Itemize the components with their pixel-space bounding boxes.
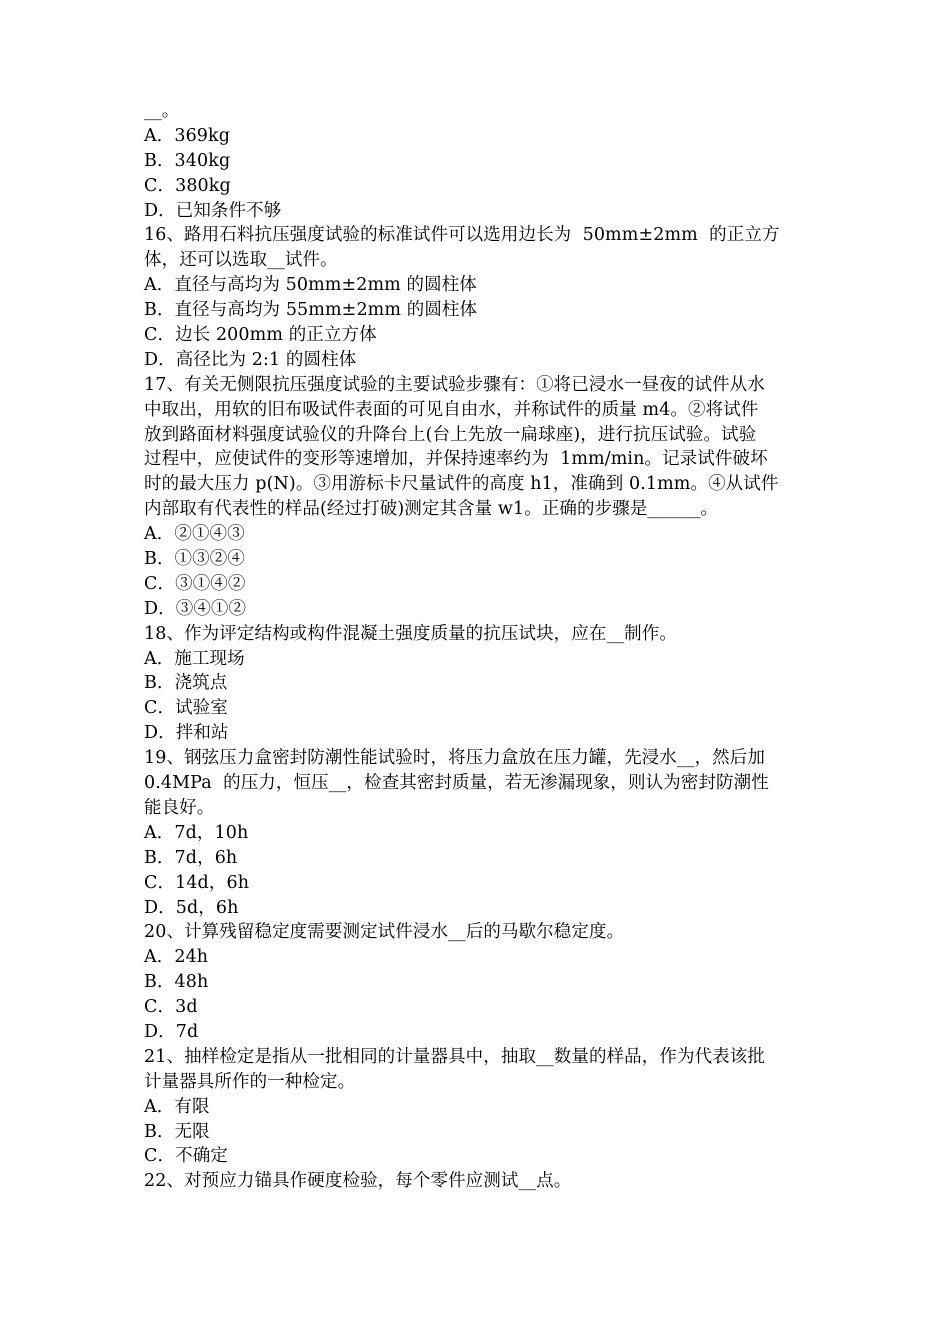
option-line: C．试验室 xyxy=(144,698,228,719)
question-line: 18、作为评定结构或构件混凝土强度质量的抗压试块，应在__制作。 xyxy=(144,623,677,644)
document-body xyxy=(144,99,808,1194)
option-line: A．直径与高均为 50mm±2mm 的圆柱体 xyxy=(144,275,477,296)
option-line: D．已知条件不够 xyxy=(144,200,282,221)
option-line: D．7d xyxy=(144,1021,199,1042)
option-line: C．3d xyxy=(144,997,198,1018)
question-line: 22、对预应力锚具作硬度检验，每个零件应测试__点。 xyxy=(144,1171,572,1192)
option-line: C．380kg xyxy=(144,175,231,196)
question-line: 时的最大压力 p(N)。③用游标卡尺量试件的高度 h1，准确到 0.1mm。④从试件 xyxy=(144,474,779,495)
option-line: B．直径与高均为 55mm±2mm 的圆柱体 xyxy=(144,300,478,321)
option-line: C．边长 200mm 的正立方体 xyxy=(144,325,377,346)
option-line: B．浇筑点 xyxy=(144,673,228,694)
question-line: 20、计算残留稳定度需要测定试件浸水__后的马歇尔稳定度。 xyxy=(144,922,625,943)
question-line: 16、路用石料抗压强度试验的标准试件可以选用边长为 50mm±2mm 的正立方 xyxy=(144,225,780,246)
option-line: C．③①④② xyxy=(144,573,246,594)
question-line: 中取出，用软的旧布吸试件表面的可见自由水，并称试件的质量 m4。②将试件 xyxy=(144,399,759,420)
option-line: B．7d，6h xyxy=(144,847,238,868)
option-line: B．无限 xyxy=(144,1121,210,1142)
option-line: A．24h xyxy=(144,947,209,968)
question-line: 内部取有代表性的样品(经过打破)测定其含量 w1。正确的步骤是______。 xyxy=(144,499,719,520)
question-line: 体，还可以选取__试件。 xyxy=(144,250,338,271)
question-line: 19、钢弦压力盒密封防潮性能试验时，将压力盒放在压力罐，先浸水__，然后加 xyxy=(144,748,765,769)
question-line: 放到路面材料强度试验仪的升降台上(台上先放一扁球座)，进行抗压试验。试验 xyxy=(144,424,757,445)
option-line: D．5d，6h xyxy=(144,897,239,918)
option-line: C．不确定 xyxy=(144,1146,228,1167)
option-line: A．施工现场 xyxy=(144,648,245,669)
question-line: 能良好。 xyxy=(144,797,215,818)
option-line: A．369kg xyxy=(144,125,231,146)
option-line: A．有限 xyxy=(144,1096,210,1117)
question-line: 21、抽样检定是指从一批相同的计量器具中，抽取__数量的样品，作为代表该批 xyxy=(144,1046,765,1067)
option-line: B．①③②④ xyxy=(144,549,245,570)
option-line: D．高径比为 2:1 的圆柱体 xyxy=(144,349,357,370)
option-line: B．48h xyxy=(144,972,209,993)
question-line: 0.4MPa 的压力，恒压__，检查其密封质量，若无渗漏现象，则认为密封防潮性 xyxy=(144,773,769,794)
option-line: A．②①④③ xyxy=(144,524,245,545)
question-line: 17、有关无侧限抗压强度试验的主要试验步骤有：①将已浸水一昼夜的试件从水 xyxy=(144,374,765,395)
question-line: 过程中，应使试件的变形等速增加，并保持速率约为 1mm/min。记录试件破坏 xyxy=(144,449,768,470)
text-line: __。 xyxy=(144,101,180,121)
option-line: C．14d，6h xyxy=(144,872,250,893)
option-line: D．③④①② xyxy=(144,598,247,619)
option-line: D．拌和站 xyxy=(144,723,229,744)
option-line: B．340kg xyxy=(144,150,231,171)
question-line: 计量器具所作的一种检定。 xyxy=(144,1071,356,1092)
option-line: A．7d，10h xyxy=(144,822,249,843)
